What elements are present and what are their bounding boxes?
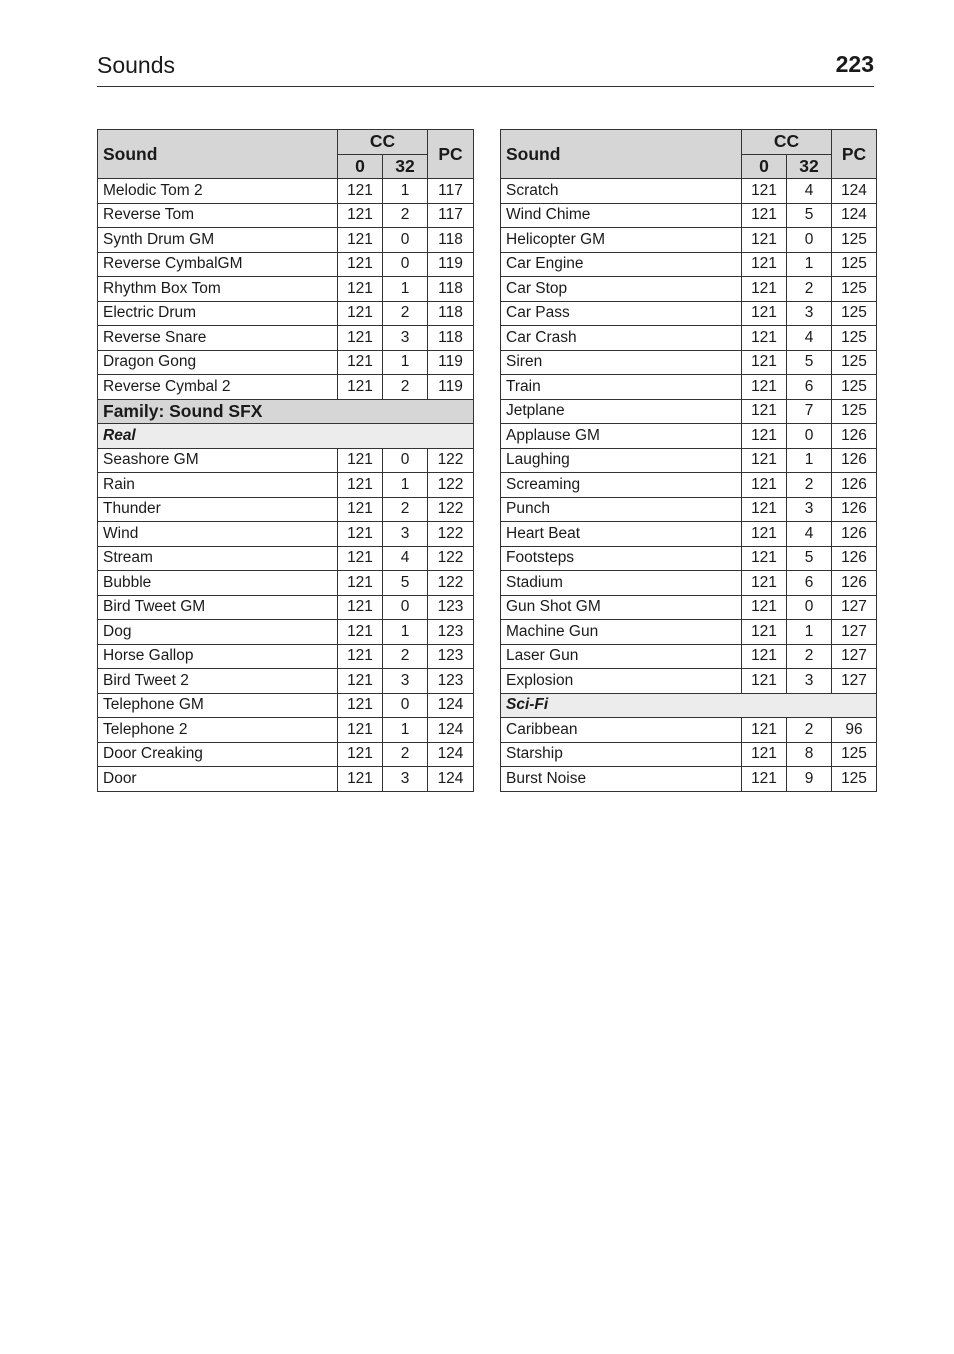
pc-cell: 124 [832,203,877,228]
cc0-cell: 121 [338,473,383,498]
table-row [98,473,474,498]
cc0-cell: 121 [338,326,383,351]
cc0-cell: 121 [742,277,787,302]
sound-name-cell: Gun Shot GM [501,595,742,620]
table-row [98,644,474,669]
pc-cell: 125 [832,326,877,351]
pc-cell: 126 [832,424,877,449]
pc-cell: 117 [428,179,474,204]
cc0-cell: 121 [742,203,787,228]
table-row [501,326,877,351]
cc32-cell: 3 [383,669,428,694]
pc-cell: 125 [832,375,877,400]
cc32-cell: 4 [383,546,428,571]
cc0-cell: 121 [338,742,383,767]
sound-name-cell: Bird Tweet 2 [98,669,338,694]
pc-cell: 123 [428,644,474,669]
cc0-cell: 121 [742,424,787,449]
sound-name-cell: Wind Chime [501,203,742,228]
sound-table-right [500,129,877,792]
cc0-cell: 121 [742,497,787,522]
cc32-cell: 2 [383,644,428,669]
cc0-cell: 121 [742,448,787,473]
cc32-cell: 2 [787,644,832,669]
cc0-cell: 121 [338,179,383,204]
table-row [98,718,474,743]
cc32-cell: 5 [787,546,832,571]
table-row [98,326,474,351]
sound-name-cell: Bird Tweet GM [98,595,338,620]
sound-name-cell: Horse Gallop [98,644,338,669]
pc-cell: 122 [428,571,474,596]
sound-table-left [97,129,474,792]
sound-name-cell: Starship [501,742,742,767]
cc32-cell: 2 [787,473,832,498]
sound-name-cell: Car Pass [501,301,742,326]
pc-cell: 124 [428,693,474,718]
pc-cell: 117 [428,203,474,228]
cc32-cell: 3 [383,522,428,547]
table-row [98,669,474,694]
cc32-cell: 3 [787,669,832,694]
cc32-cell: 0 [383,448,428,473]
cc-column-header: CC [742,130,832,155]
pc-cell: 125 [832,277,877,302]
pc-cell: 119 [428,350,474,375]
cc0-cell: 121 [338,228,383,253]
pc-cell: 126 [832,522,877,547]
cc0-cell: 121 [742,522,787,547]
cc32-cell: 7 [787,399,832,424]
table-row [501,399,877,424]
sound-name-cell: Seashore GM [98,448,338,473]
cc32-cell: 2 [383,742,428,767]
cc32-cell: 2 [787,277,832,302]
sound-name-cell: Synth Drum GM [98,228,338,253]
sound-name-cell: Train [501,375,742,400]
cc0-cell: 121 [742,326,787,351]
cc0-cell: 121 [742,399,787,424]
cc0-cell: 121 [338,522,383,547]
table-row [98,252,474,277]
pc-cell: 96 [832,718,877,743]
sound-name-cell: Rhythm Box Tom [98,277,338,302]
sound-name-cell: Caribbean [501,718,742,743]
cc32-cell: 0 [383,228,428,253]
pc-cell: 127 [832,595,877,620]
table-row [98,546,474,571]
table-row [98,595,474,620]
table-row [98,179,474,204]
pc-cell: 119 [428,252,474,277]
table-row [501,448,877,473]
cc0-cell: 121 [338,571,383,596]
sound-name-cell: Machine Gun [501,620,742,645]
family-header-row [98,399,474,424]
cc0-cell: 121 [742,252,787,277]
cc32-cell: 1 [383,620,428,645]
sound-name-cell: Applause GM [501,424,742,449]
family-label: Family: Sound SFX [98,399,474,424]
cc0-cell: 121 [338,203,383,228]
cc32-cell: 3 [787,301,832,326]
pc-cell: 119 [428,375,474,400]
pc-cell: 118 [428,277,474,302]
pc-cell: 125 [832,767,877,792]
page-number: 223 [835,51,874,77]
table-row [98,693,474,718]
table-row [98,228,474,253]
pc-cell: 123 [428,620,474,645]
cc32-cell: 4 [787,179,832,204]
sound-name-cell: Stadium [501,571,742,596]
table-row [98,571,474,596]
page-header [97,50,874,87]
sound-column-header: Sound [98,130,338,179]
pc-cell: 125 [832,301,877,326]
pc-cell: 122 [428,522,474,547]
cc32-cell: 1 [383,718,428,743]
sound-name-cell: Telephone GM [98,693,338,718]
cc32-cell: 2 [383,301,428,326]
cc0-column-header: 0 [742,154,787,179]
cc0-cell: 121 [338,644,383,669]
table-row [501,203,877,228]
table-row [98,497,474,522]
cc32-cell: 5 [787,350,832,375]
cc0-cell: 121 [742,228,787,253]
table-row [501,179,877,204]
pc-cell: 122 [428,546,474,571]
table-row [98,203,474,228]
cc0-cell: 121 [742,350,787,375]
pc-cell: 118 [428,301,474,326]
sound-name-cell: Electric Drum [98,301,338,326]
sound-name-cell: Laser Gun [501,644,742,669]
cc0-cell: 121 [742,595,787,620]
cc32-cell: 2 [383,497,428,522]
table-row [501,718,877,743]
sound-name-cell: Heart Beat [501,522,742,547]
table-row [98,301,474,326]
table-row [98,742,474,767]
cc0-cell: 121 [742,620,787,645]
sound-name-cell: Footsteps [501,546,742,571]
pc-cell: 122 [428,497,474,522]
pc-cell: 127 [832,620,877,645]
sound-name-cell: Reverse Snare [98,326,338,351]
cc0-cell: 121 [742,179,787,204]
cc0-cell: 121 [338,301,383,326]
sound-name-cell: Wind [98,522,338,547]
cc32-cell: 1 [787,252,832,277]
subcategory-label: Sci-Fi [501,693,877,718]
pc-cell: 123 [428,595,474,620]
cc0-cell: 121 [742,669,787,694]
table-row [98,522,474,547]
cc0-cell: 121 [742,301,787,326]
pc-cell: 124 [832,179,877,204]
sound-column-header: Sound [501,130,742,179]
cc0-cell: 121 [338,693,383,718]
sound-name-cell: Screaming [501,473,742,498]
cc32-cell: 3 [383,767,428,792]
cc32-cell: 2 [787,718,832,743]
pc-cell: 125 [832,742,877,767]
sound-name-cell: Dog [98,620,338,645]
cc0-cell: 121 [338,448,383,473]
table-row [501,228,877,253]
sound-name-cell: Jetplane [501,399,742,424]
cc0-cell: 121 [338,497,383,522]
table-row [98,350,474,375]
pc-cell: 118 [428,326,474,351]
cc0-cell: 121 [742,546,787,571]
sound-name-cell: Reverse CymbalGM [98,252,338,277]
cc32-cell: 3 [787,497,832,522]
sound-name-cell: Car Crash [501,326,742,351]
table-row [501,301,877,326]
sound-name-cell: Thunder [98,497,338,522]
pc-cell: 124 [428,718,474,743]
cc32-cell: 0 [383,595,428,620]
table-row [501,742,877,767]
pc-cell: 126 [832,497,877,522]
sound-name-cell: Punch [501,497,742,522]
table-row [98,277,474,302]
cc0-cell: 121 [338,546,383,571]
sound-name-cell: Telephone 2 [98,718,338,743]
cc32-cell: 0 [787,595,832,620]
cc0-cell: 121 [338,718,383,743]
cc32-cell: 2 [383,203,428,228]
cc0-cell: 121 [742,571,787,596]
cc0-cell: 121 [338,669,383,694]
table-row [501,424,877,449]
table-row [501,522,877,547]
page-title: Sounds [97,52,176,78]
cc32-cell: 5 [787,203,832,228]
cc32-cell: 6 [787,571,832,596]
cc32-cell: 0 [383,693,428,718]
cc32-cell: 1 [383,350,428,375]
cc32-cell: 1 [787,620,832,645]
sound-name-cell: Car Engine [501,252,742,277]
table-row [501,252,877,277]
cc32-cell: 1 [787,448,832,473]
sound-name-cell: Car Stop [501,277,742,302]
cc32-column-header: 32 [787,154,832,179]
sound-name-cell: Reverse Tom [98,203,338,228]
pc-cell: 123 [428,669,474,694]
pc-cell: 122 [428,448,474,473]
pc-cell: 125 [832,228,877,253]
table-row [501,620,877,645]
cc0-cell: 121 [338,277,383,302]
table-row [501,473,877,498]
cc32-cell: 8 [787,742,832,767]
sound-name-cell: Helicopter GM [501,228,742,253]
table-row [98,448,474,473]
pc-cell: 127 [832,644,877,669]
table-row [501,546,877,571]
table-row [98,620,474,645]
sound-name-cell: Stream [98,546,338,571]
cc32-cell: 1 [383,179,428,204]
cc0-cell: 121 [338,767,383,792]
sound-name-cell: Melodic Tom 2 [98,179,338,204]
table-row [501,350,877,375]
cc32-cell: 1 [383,473,428,498]
cc0-cell: 121 [742,644,787,669]
subcategory-row [501,693,877,718]
sound-name-cell: Door Creaking [98,742,338,767]
sound-name-cell: Reverse Cymbal 2 [98,375,338,400]
cc0-cell: 121 [338,620,383,645]
subcategory-label: Real [98,424,474,449]
cc32-cell: 0 [383,252,428,277]
cc32-cell: 4 [787,522,832,547]
pc-cell: 125 [832,252,877,277]
cc32-cell: 3 [383,326,428,351]
table-row [501,277,877,302]
table-row [501,375,877,400]
table-row [501,767,877,792]
pc-cell: 118 [428,228,474,253]
sound-name-cell: Siren [501,350,742,375]
sound-name-cell: Scratch [501,179,742,204]
cc-column-header: CC [338,130,428,155]
cc32-cell: 6 [787,375,832,400]
cc32-cell: 9 [787,767,832,792]
pc-cell: 124 [428,767,474,792]
cc0-cell: 121 [742,742,787,767]
pc-cell: 125 [832,399,877,424]
pc-cell: 125 [832,350,877,375]
cc32-cell: 0 [787,424,832,449]
sound-name-cell: Explosion [501,669,742,694]
pc-cell: 126 [832,448,877,473]
cc0-column-header: 0 [338,154,383,179]
table-row [98,767,474,792]
cc32-cell: 2 [383,375,428,400]
pc-cell: 126 [832,473,877,498]
cc32-cell: 5 [383,571,428,596]
cc32-column-header: 32 [383,154,428,179]
cc0-cell: 121 [742,767,787,792]
pc-cell: 126 [832,571,877,596]
sound-name-cell: Burst Noise [501,767,742,792]
table-row [501,497,877,522]
cc32-cell: 1 [383,277,428,302]
sound-name-cell: Rain [98,473,338,498]
sound-name-cell: Door [98,767,338,792]
pc-column-header: PC [832,130,877,179]
table-row [501,644,877,669]
cc0-cell: 121 [742,718,787,743]
table-row [501,595,877,620]
pc-cell: 124 [428,742,474,767]
pc-cell: 127 [832,669,877,694]
cc0-cell: 121 [338,375,383,400]
cc32-cell: 0 [787,228,832,253]
cc0-cell: 121 [742,375,787,400]
table-row [501,571,877,596]
sound-name-cell: Bubble [98,571,338,596]
pc-cell: 122 [428,473,474,498]
subcategory-row [98,424,474,449]
table-row [98,375,474,400]
pc-cell: 126 [832,546,877,571]
table-row [501,669,877,694]
cc0-cell: 121 [338,350,383,375]
cc0-cell: 121 [338,595,383,620]
cc32-cell: 4 [787,326,832,351]
sound-name-cell: Laughing [501,448,742,473]
cc0-cell: 121 [742,473,787,498]
sound-name-cell: Dragon Gong [98,350,338,375]
cc0-cell: 121 [338,252,383,277]
pc-column-header: PC [428,130,474,179]
